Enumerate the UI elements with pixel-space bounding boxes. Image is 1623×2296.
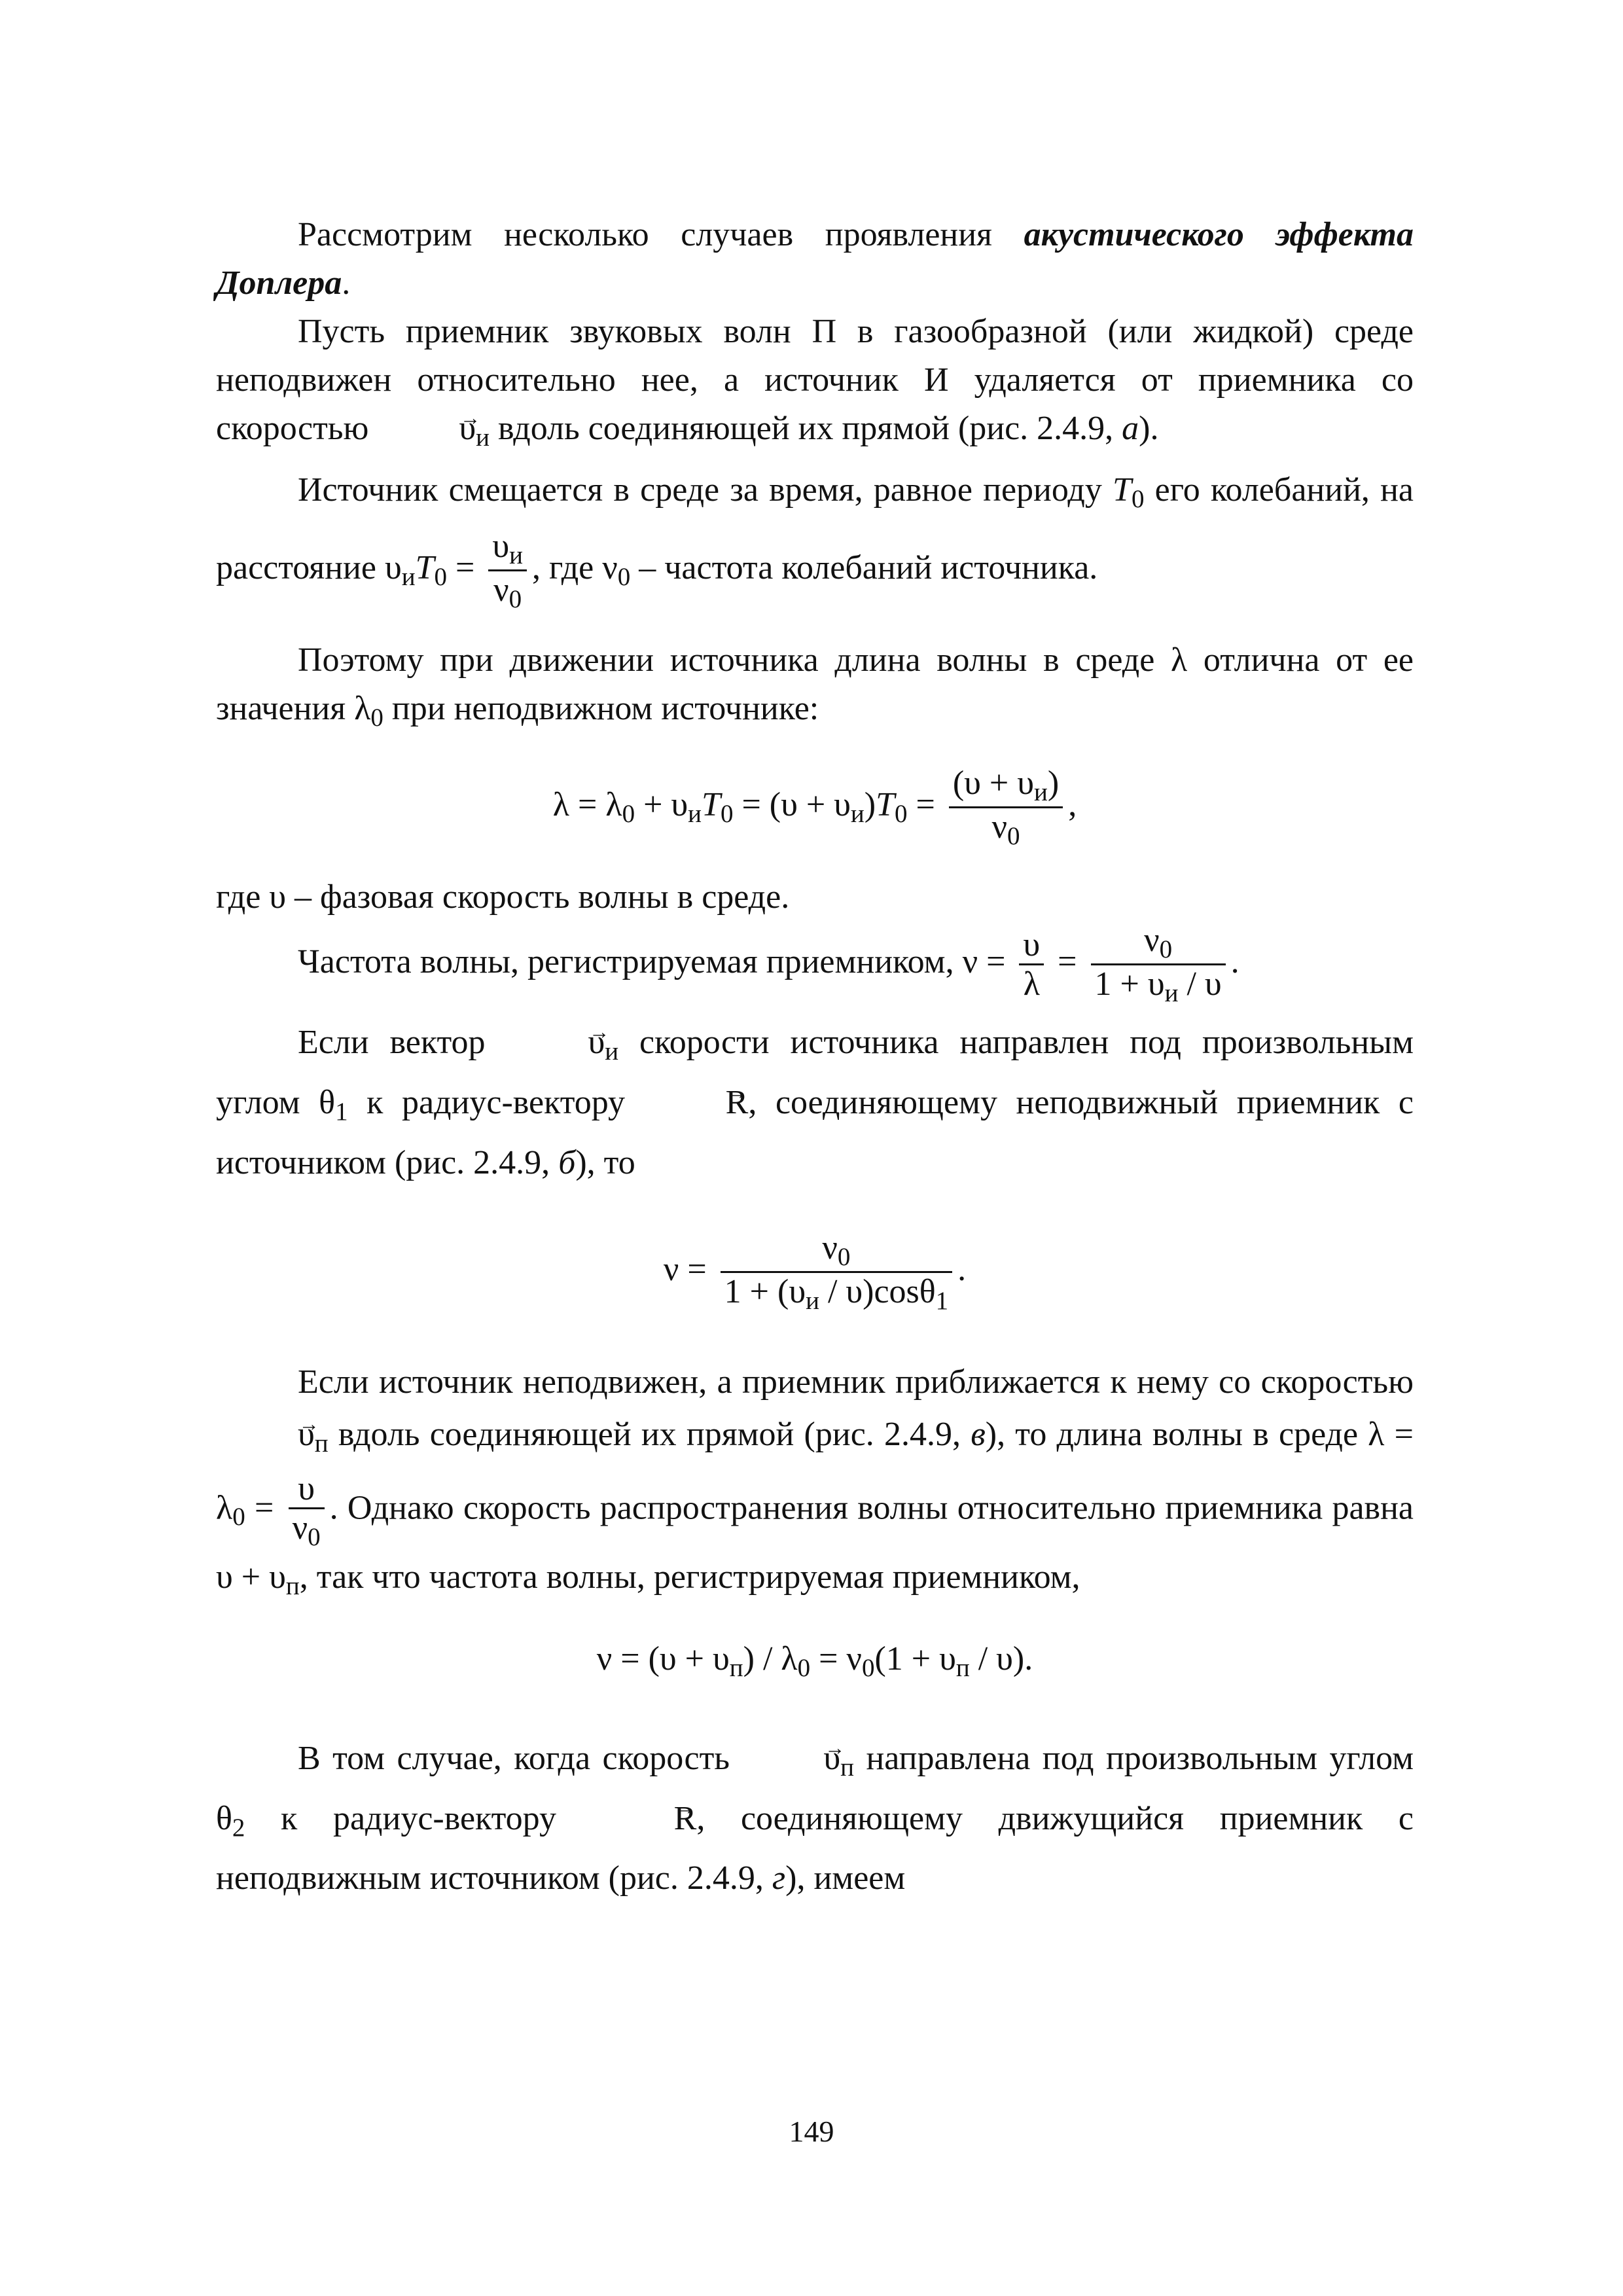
sub-source: и xyxy=(476,423,490,452)
p6-f2-den xyxy=(1091,965,1226,1008)
num-sub: и xyxy=(509,541,523,569)
vector-R-2: → R xyxy=(592,1793,697,1844)
spacer xyxy=(216,1316,1414,1356)
page-body xyxy=(216,211,1414,1904)
p8-v-sub: п xyxy=(314,1429,329,1458)
vector-v-receiver-2: → υ xyxy=(741,1733,840,1784)
eq1-T2: T xyxy=(876,785,895,823)
spacer xyxy=(216,851,1414,873)
symbol-lambda0: λ xyxy=(354,689,371,727)
p9-text-d: , соединяющему движущийся приемник с неподвижным источником (рис. 2.4.9, xyxy=(216,1799,1414,1897)
p7-theta-sub: 1 xyxy=(335,1097,348,1126)
p3-text-b: его колебаний, на расстояние xyxy=(216,471,1414,586)
eq1-comma: , xyxy=(1068,785,1077,823)
p8-f-den-text: ν xyxy=(292,1509,308,1547)
symbol-lambda: λ xyxy=(1171,641,1188,679)
page-number: 149 xyxy=(789,2115,834,2148)
sub-T-expr: 0 xyxy=(434,562,447,591)
eq1-plus: + υ xyxy=(635,785,688,823)
p6-f2-den-text: 1 + υ xyxy=(1094,965,1165,1003)
paragraph-receiver-source xyxy=(216,308,1414,462)
p6-fraction-2 xyxy=(1091,922,1226,1008)
symbol-theta1: θ xyxy=(319,1083,336,1121)
p6-f2-den-sub: и xyxy=(1164,979,1179,1008)
equation-wavelength xyxy=(216,764,1414,851)
fraction-denominator xyxy=(488,571,527,614)
paragraph-intro xyxy=(216,211,1414,308)
p6-f1-num: υ xyxy=(1019,926,1044,965)
p6-nu: ν = xyxy=(962,942,1014,980)
eq1-subT2: 0 xyxy=(895,799,908,828)
spacer xyxy=(216,1613,1414,1635)
p7-text-b: скорости источника направлен под произвольным углом xyxy=(216,1024,1414,1121)
eq1-lhs: λ = λ xyxy=(552,785,622,823)
p4-text-a: Поэтому при движении источника длина волны в среде xyxy=(298,641,1171,679)
p7-v-sub: и xyxy=(605,1037,619,1066)
p8-text-b: вдоль соединяющей их прямой (рис. 2.4.9, xyxy=(328,1415,971,1453)
p9-theta-sub: 2 xyxy=(232,1813,245,1842)
spacer xyxy=(216,1008,1414,1017)
fraction-v-over-nu xyxy=(488,528,527,614)
paragraph-wavelength xyxy=(216,636,1414,742)
p9-v-sub: п xyxy=(840,1753,855,1782)
p8-fraction xyxy=(289,1470,325,1552)
eq3-d: (1 + υ xyxy=(874,1640,956,1678)
vector-v-receiver: → υ xyxy=(216,1408,315,1461)
p3-text-a: Источник смещается в среде за время, равное периоду xyxy=(298,471,1113,509)
p5-text: где υ – фазовая скорость волны в среде. xyxy=(216,878,790,916)
eq2-den-a: 1 + (υ xyxy=(724,1273,806,1311)
paragraph-phase-velocity xyxy=(216,873,1414,922)
sub-lambda0: 0 xyxy=(370,703,383,732)
eq1-numerator xyxy=(949,764,1063,809)
symbol-v: υ xyxy=(384,548,402,586)
p7-text-e: ), то xyxy=(575,1143,635,1181)
p8-sum-sub: п xyxy=(285,1572,300,1601)
p6-f2-num xyxy=(1091,922,1226,966)
sub-nu: 0 xyxy=(617,562,631,591)
p3-text-c: , где xyxy=(531,548,603,586)
p6-fraction-1 xyxy=(1019,926,1044,1003)
p7-text-d: , соединяющему неподвижный приемник с источником (рис. 2.4.9, xyxy=(216,1083,1414,1181)
eq1-num-sub: и xyxy=(1034,778,1048,806)
fig-ref-c: в xyxy=(971,1415,986,1453)
eq1-den-sub: 0 xyxy=(1007,821,1020,850)
den-sub: 0 xyxy=(508,584,522,613)
eq1-subT: 0 xyxy=(720,799,734,828)
p8-equals: = xyxy=(245,1488,283,1526)
sub-T: 0 xyxy=(1131,484,1145,513)
eq3-b-sub: 0 xyxy=(797,1653,811,1682)
p6-equals: = xyxy=(1049,942,1086,980)
equation-moving-receiver xyxy=(216,1635,1414,1693)
eq1-sub0: 0 xyxy=(622,799,635,828)
eq3-d-sub: п xyxy=(955,1653,970,1682)
p6-text-a: Частота волны, регистрируемая приемником, xyxy=(298,942,963,980)
term-doppler-effect: акустического эффекта Доплера xyxy=(216,216,1414,302)
sub-v: и xyxy=(401,562,416,591)
eq2-lhs: ν = xyxy=(663,1250,715,1288)
eq1-mid: = (υ + υ xyxy=(733,785,851,823)
eq3-e: / υ). xyxy=(969,1640,1033,1678)
p6-f1-den: λ xyxy=(1023,965,1040,1003)
p8-text-a: Если источник неподвижен, а приемник приближается к нему со скоростью xyxy=(298,1363,1414,1401)
p7-text-a: Если вектор xyxy=(298,1024,507,1062)
fig-ref-a: а xyxy=(1122,410,1139,447)
paragraph-received-frequency xyxy=(216,922,1414,1008)
p3-text-d: – частота колебаний источника. xyxy=(630,548,1098,586)
spacer xyxy=(216,1189,1414,1229)
eq2-num-text: ν xyxy=(822,1229,838,1266)
symbol-nu: ν xyxy=(602,548,618,586)
eq3-c-sub: 0 xyxy=(861,1653,875,1682)
fraction-numerator xyxy=(488,528,527,572)
eq1-sub-i2: и xyxy=(850,799,865,828)
p2-text-c: ). xyxy=(1139,410,1159,447)
p7-text-c: к радиус-вектору xyxy=(348,1083,644,1121)
p4-text-c: при неподвижном источнике: xyxy=(383,689,819,727)
fig-ref-d: г xyxy=(772,1859,786,1897)
p8-f-num: υ xyxy=(289,1470,325,1509)
den-symbol: ν xyxy=(493,571,509,609)
p9-text-b: направлена под произвольным углом xyxy=(854,1739,1414,1777)
p4-text-b: отлична от ее значения xyxy=(216,641,1414,727)
eq2-fraction xyxy=(721,1229,953,1316)
vector-R: → R xyxy=(644,1077,749,1128)
eq2-den-sub: и xyxy=(806,1286,819,1315)
eq2-period: . xyxy=(957,1250,967,1288)
symbol-theta2: θ xyxy=(216,1799,232,1837)
intro-text: Рассмотрим несколько случаев проявления xyxy=(298,216,1024,253)
p2-text-b: вдоль соединяющей их прямой (рис. 2.4.9, xyxy=(490,410,1122,447)
symbol-T-expr: T xyxy=(415,548,435,586)
p8-sum: υ + υ xyxy=(216,1558,286,1596)
eq3-a: ν = (υ + υ xyxy=(596,1640,730,1678)
p8-text-d: . Однако скорость распространения волны относительно приемника равна xyxy=(329,1488,1414,1526)
paragraph-moving-receiver xyxy=(216,1356,1414,1613)
eq1-num-text: (υ + υ xyxy=(952,764,1034,802)
eq1-num-close: ) xyxy=(1047,764,1060,802)
p2-text-a: Пусть приемник звуковых волн П в газообразной (или жидкой) среде неподвижен относительно нее, а источник И удаляется от приемника со скоростью xyxy=(216,313,1414,447)
eq2-den-b: / υ)cosθ xyxy=(819,1273,936,1311)
p8-text-e: , так что частота волны, регистрируемая приемником, xyxy=(299,1558,1080,1596)
eq2-numerator xyxy=(721,1229,953,1274)
num-symbol: υ xyxy=(492,527,510,565)
eq1-T: T xyxy=(702,785,721,823)
eq1-denominator xyxy=(949,808,1063,851)
p8-f-den xyxy=(289,1509,325,1552)
p8-f-den-sub: 0 xyxy=(308,1522,321,1551)
spacer xyxy=(216,614,1414,636)
vector-v-source-2: → υ xyxy=(506,1017,605,1068)
p9-text-a: В том случае, когда скорость xyxy=(298,1739,742,1777)
eq3-b: ) / λ xyxy=(743,1640,798,1678)
eq1-fraction xyxy=(949,764,1063,851)
eq3-a-sub: п xyxy=(729,1653,743,1682)
spacer xyxy=(216,742,1414,764)
p6-f2-den-tail: / υ xyxy=(1178,965,1222,1003)
eq1-close: ) xyxy=(864,785,876,823)
equation-frequency-angle xyxy=(216,1229,1414,1316)
p8-expr: λ = λ xyxy=(216,1415,1414,1526)
eq2-num-sub: 0 xyxy=(837,1242,851,1271)
eq1-equals: = xyxy=(907,785,944,823)
eq2-den-sub2: 1 xyxy=(935,1286,949,1315)
p8-expr-sub: 0 xyxy=(232,1502,245,1531)
equals-sign: = xyxy=(447,548,484,586)
eq1-den-text: ν xyxy=(991,808,1008,846)
p8-text-c: ), то длина волны в среде xyxy=(985,1415,1368,1453)
paragraph-angle-source xyxy=(216,1017,1414,1189)
intro-period: . xyxy=(342,264,351,302)
p6-f2-num-text: ν xyxy=(1144,921,1160,959)
p9-text-c: к радиус-вектору xyxy=(245,1799,592,1837)
p6-period: . xyxy=(1230,942,1240,980)
p9-text-e: ), имеем xyxy=(785,1859,906,1897)
eq1-sub-i: и xyxy=(688,799,702,828)
p6-f2-num-sub: 0 xyxy=(1159,935,1173,963)
eq2-denominator xyxy=(721,1273,953,1316)
fig-ref-b: б xyxy=(558,1143,576,1181)
paragraph-angle-receiver xyxy=(216,1733,1414,1905)
vector-v-source: → υ xyxy=(377,404,476,453)
symbol-T: T xyxy=(1113,471,1132,509)
paragraph-displacement xyxy=(216,462,1414,614)
eq3-c: = ν xyxy=(810,1640,862,1678)
